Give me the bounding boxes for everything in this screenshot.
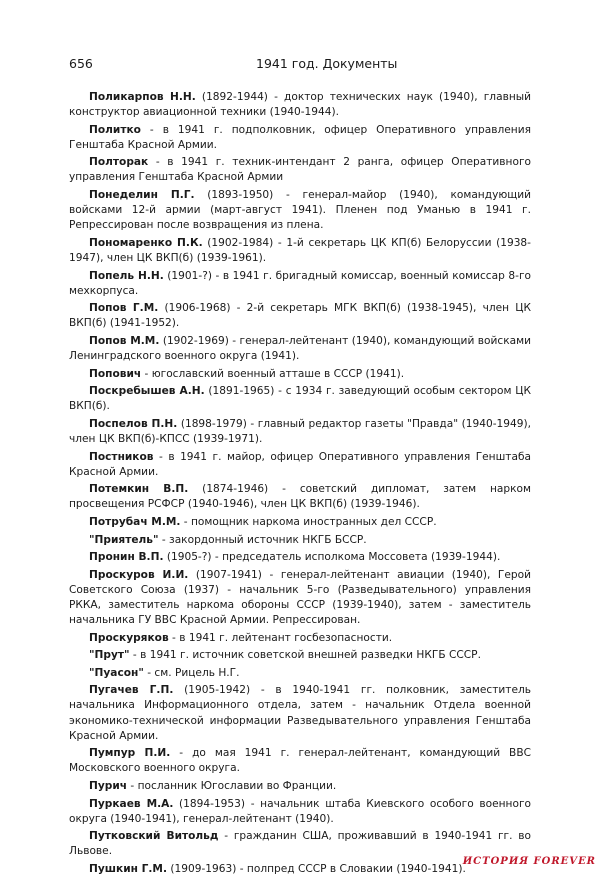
entry [69, 515, 531, 530]
entry-text: (1905-1942) - в 1940-1941 гг. полковник, заместитель начальника Информационного отдела, затем - начальник Отдела военной экономико-технической информации Разведывательного управления Генштаба Красной Армии. [69, 684, 531, 742]
entry-name: Понеделин П.Г. [89, 189, 195, 202]
entry [69, 829, 531, 859]
entry-name: Пронин В.П. [89, 551, 164, 564]
entry-text: - югославский военный атташе в СССР (1941). [141, 367, 405, 380]
entry-text: (1902-1984) - 1-й секретарь ЦК КП(б) Белоруссии (1938-1947), член ЦК ВКП(б) (1939-1961). [69, 236, 531, 264]
entry [69, 631, 531, 646]
entry-text: - в 1941 г. источник советской внешней разведки НКГБ СССР. [129, 649, 481, 662]
entry-name: Попов М.М. [89, 334, 160, 347]
running-title: 1941 год. Документы [256, 56, 398, 71]
entry-name: Пурич [89, 779, 128, 792]
entry [69, 123, 531, 153]
entry-name: Поспелов П.Н. [89, 417, 178, 430]
entry-text: - в 1941 г. подполковник, офицер Оперативного управления Генштаба Красной Армии. [69, 123, 531, 151]
entry [69, 188, 531, 233]
page-number: 656 [69, 56, 93, 71]
entry-text: (1892-1944) - доктор технических наук (1940), главный конструктор авиационной техники (1940-1944). [69, 91, 531, 119]
entry-name: Путковский Витольд [89, 830, 219, 843]
entry [69, 779, 531, 794]
entry-name: Пугачев Г.П. [89, 684, 174, 697]
entry-text: - гражданин США, проживавший в 1940-1941 гг. во Львове. [69, 830, 531, 858]
entry [69, 90, 531, 120]
entry-name: Потрубач М.М. [89, 515, 181, 528]
entry-list [69, 90, 531, 880]
entry-text: (1905-?) - председатель исполкома Моссовета (1939-1944). [163, 551, 501, 564]
entry-name: Проскуров И.И. [89, 568, 189, 581]
entry [69, 417, 531, 447]
entry-text: (1907-1941) - генерал-лейтенант авиации (1940), Герой Советского Союза (1937) - начальник 5-го (Разведывательного) управления РККА, заместитель наркома обороны СССР (1939-1940), затем - заместитель начальника ГУ ВВС Красной Армии. Репрессирован. [69, 568, 532, 626]
entry-name: Попель Н.Н. [89, 269, 164, 282]
entry-text: - в 1941 г. техник-интендант 2 ранга, офицер Оперативного управления Генштаба Красной Армии [69, 156, 531, 184]
entry-name: Проскуряков [89, 631, 169, 644]
entry [69, 746, 531, 776]
entry [69, 482, 531, 512]
entry-name: Политко [89, 123, 141, 136]
entry-name: "Пуасон" [89, 666, 144, 679]
entry-text: - посланник Югославии во Франции. [127, 779, 337, 792]
entry-text: (1893-1950) - генерал-майор (1940), командующий войсками 12-й армии (март-август 1941). Пленен под Уманью в 1941 г. Репрессирован после возвращения из плена. [69, 189, 531, 232]
entry [69, 155, 531, 185]
entry [69, 797, 531, 827]
entry-name: Попович [89, 367, 142, 380]
entry-name: "Приятель" [89, 533, 159, 546]
entry-text: (1898-1979) - главный редактор газеты "Правда" (1940-1949), член ЦК ВКП(б)-КПСС (1939-1971). [69, 417, 531, 445]
entry [69, 568, 531, 628]
entry-text: (1901-?) - в 1941 г. бригадный комиссар, военный комиссар 8-го мехкорпуса. [69, 269, 531, 297]
entry [69, 862, 531, 877]
entry [69, 269, 531, 299]
entry-text: (1891-1965) - с 1934 г. заведующий особым сектором ЦК ВКП(б). [69, 385, 531, 413]
entry-text: - в 1941 г. лейтенант госбезопасности. [168, 631, 393, 644]
entry-text: (1902-1969) - генерал-лейтенант (1940), командующий войсками Ленинградского военного округа (1941). [69, 334, 531, 362]
entry [69, 666, 531, 681]
entry-name: Попов Г.М. [89, 302, 159, 315]
entry [69, 683, 531, 743]
entry-name: "Прут" [89, 649, 130, 662]
entry-text: (1874-1946) - советский дипломат, затем нарком просвещения РСФСР (1940-1946), член ЦК ВКП(б) (1939-1946). [69, 483, 531, 511]
entry-text: (1894-1953) - начальник штаба Киевского особого военного округа (1940-1941), генерал-лейтенант (1940). [69, 797, 531, 825]
entry-name: Пушкин Г.М. [89, 862, 167, 875]
entry-text: - закордонный источник НКГБ БССР. [158, 533, 367, 546]
entry-text: (1906-1968) - 2-й секретарь МГК ВКП(б) (1938-1945), член ЦК ВКП(б) (1941-1952). [69, 302, 531, 330]
entry-name: Пономаренко П.К. [89, 236, 203, 249]
entry-text: - см. Рицель Н.Г. [143, 666, 240, 679]
entry [69, 550, 531, 565]
entry [69, 367, 531, 382]
entry-name: Постников [89, 450, 154, 463]
entry-name: Пуркаев М.А. [89, 797, 174, 810]
entry-text: - до мая 1941 г. генерал-лейтенант, командующий ВВС Московского военного округа. [69, 747, 531, 775]
entry [69, 533, 531, 548]
entry [69, 301, 531, 331]
entry-text: - в 1941 г. майор, офицер Оперативного управления Генштаба Красной Армии. [69, 450, 531, 478]
entry [69, 236, 531, 266]
entry [69, 648, 531, 663]
entry-text: - помощник наркома иностранных дел СССР. [180, 515, 437, 528]
watermark: ИСТОРИЯ FOREVER [462, 856, 596, 867]
entry-text: (1909-1963) - полпред СССР в Словакии (1940-1941). [166, 862, 466, 875]
entry-name: Пумпур П.И. [89, 747, 171, 760]
entry [69, 334, 531, 364]
entry-name: Поликарпов Н.Н. [89, 91, 196, 103]
entry-name: Полторак [89, 156, 149, 169]
entry [69, 384, 531, 414]
entry-name: Поскребышев А.Н. [89, 385, 205, 398]
entry [69, 450, 531, 480]
entry-name: Потемкин В.П. [89, 483, 189, 496]
